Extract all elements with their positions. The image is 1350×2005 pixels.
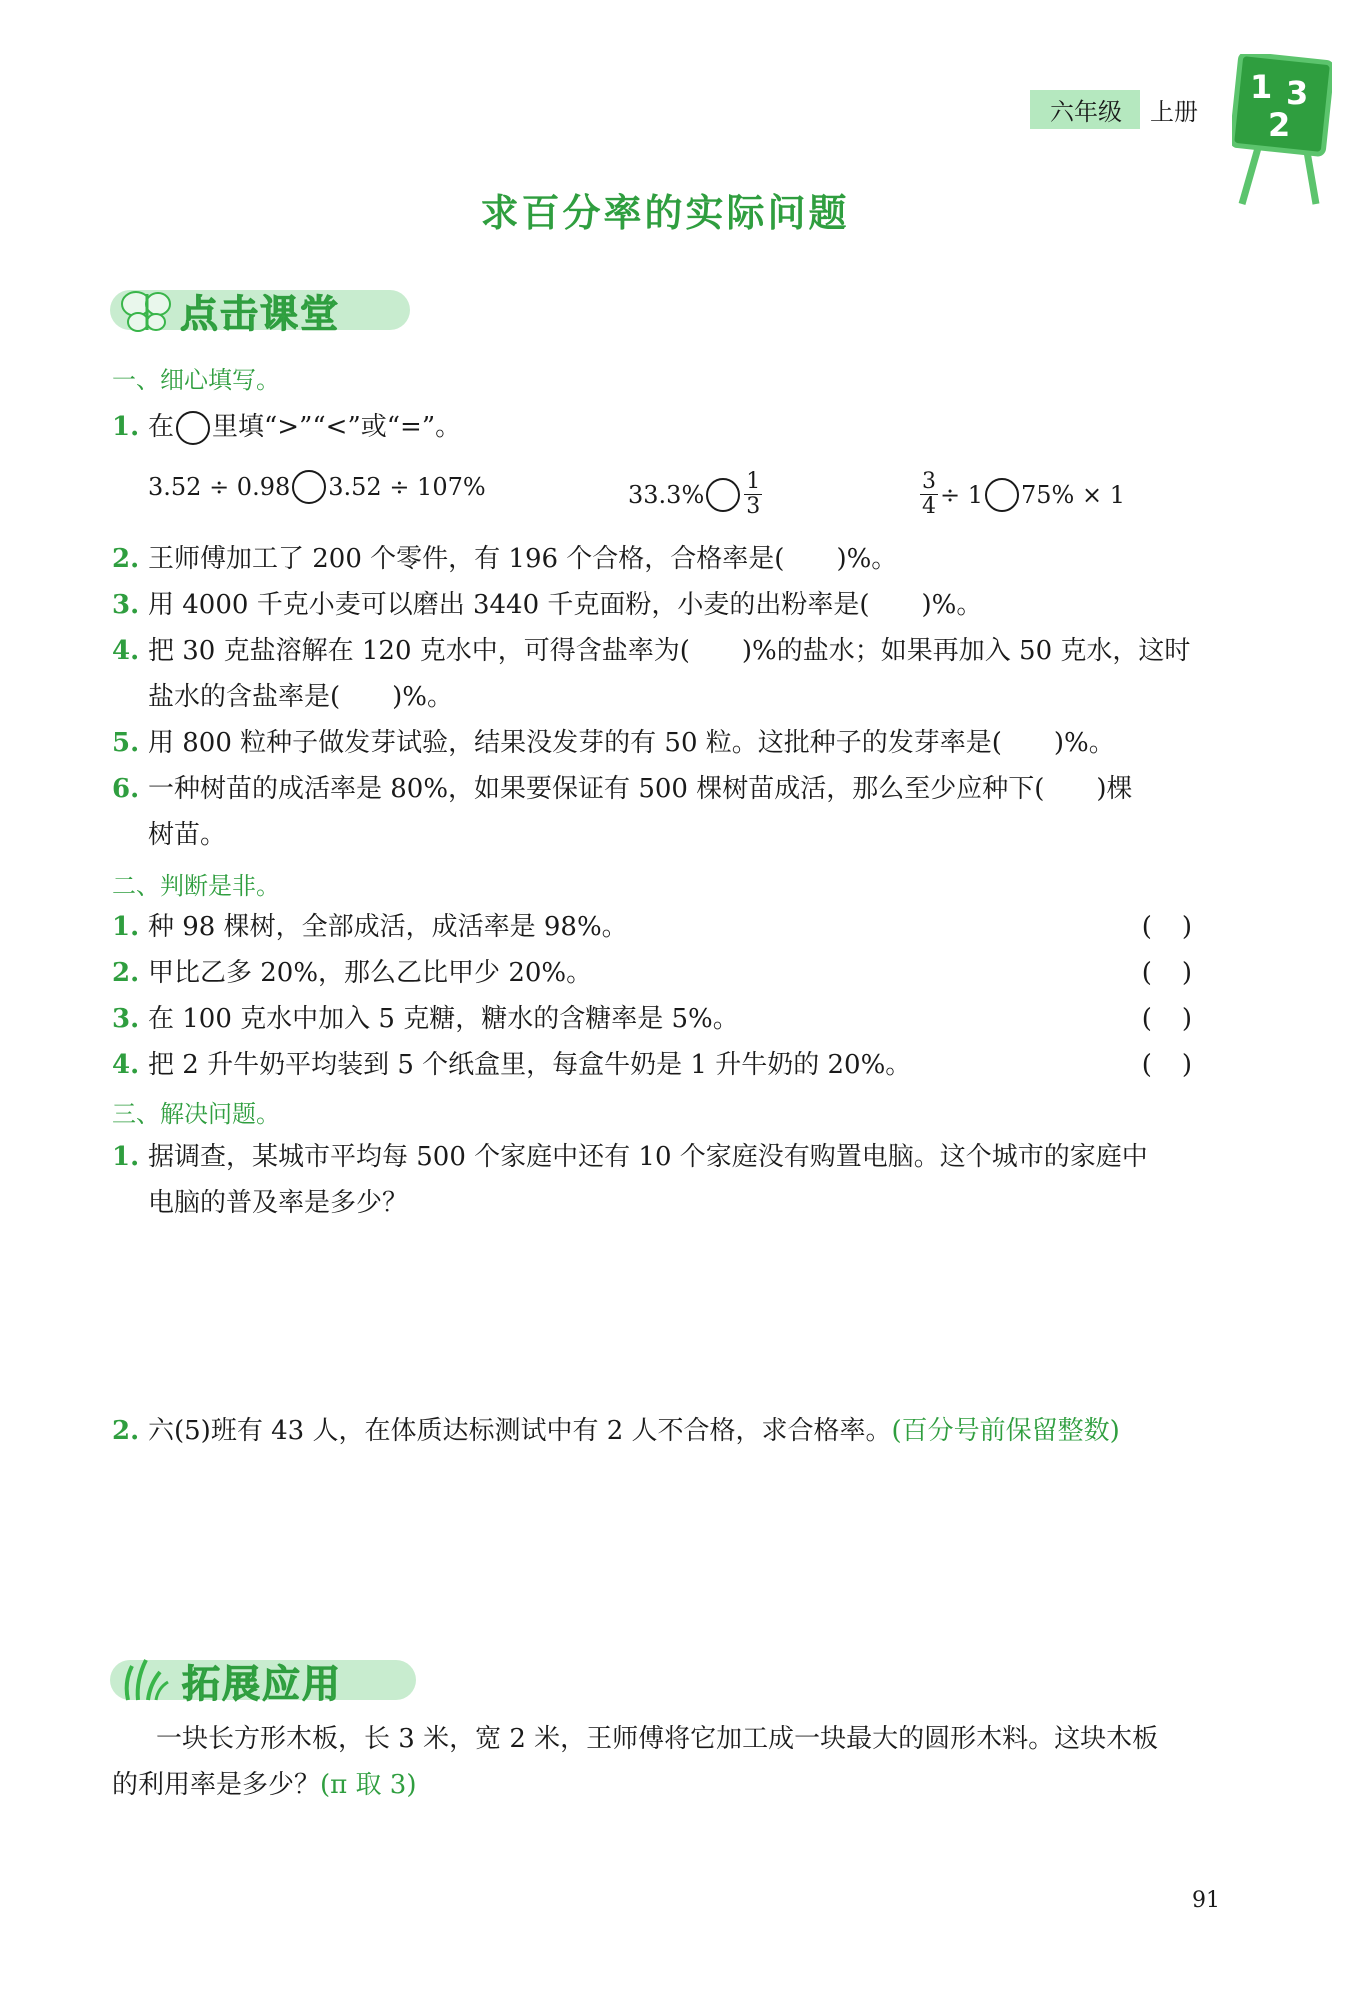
extension-hint: (π 取 3) [320, 1770, 417, 1800]
extension-text: 一块长方形木板，长 3 米，宽 2 米，王师傅将它加工成一块最大的圆形木料。这块木板 [156, 1724, 1159, 1754]
answer-circle [176, 411, 210, 445]
question-number: 4. [112, 636, 140, 666]
question-number: 1. [112, 412, 140, 442]
problem-hint: (百分号前保留整数) [891, 1416, 1120, 1446]
fraction-numerator: 1 [746, 469, 761, 494]
question-text: 一种树苗的成活率是 80%，如果要保证有 500 棵树苗成活，那么至少应种下( )棵 [148, 774, 1133, 804]
answer-parentheses: () [1141, 958, 1222, 988]
answer-parentheses: () [1141, 1050, 1222, 1080]
question-text: 种 98 棵树，全部成活，成活率是 98%。 [148, 912, 628, 942]
question-number: 5. [112, 728, 140, 758]
section-heading-judge: 二、判断是非。 [112, 872, 280, 900]
question-text-post: 里填“>”“<”或“=”。 [212, 412, 462, 442]
question-number: 1. [112, 1142, 140, 1172]
fraction-denominator: 4 [922, 494, 936, 519]
question-text: 用 4000 千克小麦可以磨出 3440 千克面粉，小麦的出粉率是( )%。 [148, 590, 983, 620]
fraction [920, 470, 938, 519]
comparison-left: 3.52 ÷ 0.98 [148, 473, 291, 501]
question-text: 把 30 克盐溶解在 120 克水中，可得含盐率为( )%的盐水；如果再加入 50 克水，这时 [148, 636, 1191, 666]
fraction [744, 470, 762, 519]
comparison-right: 3.52 ÷ 107% [328, 473, 486, 501]
answer-parentheses: () [1141, 912, 1222, 942]
question-text: 电脑的普及率是多少？ [148, 1188, 409, 1218]
question-number: 6. [112, 774, 140, 804]
extension-text-line2: 的利用率是多少？ [112, 1770, 321, 1800]
section-heading-fill: 一、细心填写。 [112, 366, 280, 394]
question-text: 在 100 克水中加入 5 克糖，糖水的含糖率是 5%。 [148, 1004, 739, 1034]
comparison-left: 33.3% [628, 480, 705, 509]
comparison-3 [918, 470, 1125, 519]
grade-tab [1030, 90, 1208, 128]
question-number: 2. [112, 544, 140, 574]
answer-circle [292, 470, 326, 504]
answer-circle [706, 478, 740, 512]
board-digit-1: 1 [1250, 68, 1273, 106]
butterfly-icon [110, 282, 180, 338]
question-number: 4. [112, 1050, 140, 1080]
extension-text [112, 1762, 1192, 1808]
grade-label: 六年级 [1030, 90, 1140, 129]
question-text [148, 404, 1228, 450]
page-number: 91 [1192, 1888, 1220, 1913]
board-digit-3: 3 [1286, 74, 1309, 112]
board-digit-2: 2 [1268, 106, 1291, 144]
question-number: 3. [112, 590, 140, 620]
question-text: 把 2 升牛奶平均装到 5 个纸盒里，每盒牛奶是 1 升牛奶的 20%。 [148, 1050, 912, 1080]
question-text: 盐水的含盐率是( )%。 [148, 682, 453, 712]
question-number: 3. [112, 1004, 140, 1034]
comparison-2 [628, 470, 764, 519]
question-text-pre: 在 [148, 412, 175, 442]
question-number: 1. [112, 912, 140, 942]
banner-title: 点击课堂 [180, 291, 341, 336]
comparison-1 [148, 470, 486, 504]
volume-label: 上册 [1150, 97, 1198, 126]
page-title: 求百分率的实际问题 [480, 191, 850, 235]
section-heading-solve: 三、解决问题。 [112, 1100, 280, 1128]
answer-circle [985, 478, 1019, 512]
question-text: 据调查，某城市平均每 500 个家庭中还有 10 个家庭没有购置电脑。这个城市的家庭中 [148, 1142, 1148, 1172]
comparison-right: 75% × 1 [1021, 480, 1125, 509]
grass-icon [110, 1652, 182, 1708]
comparison-middle: ÷ 1 [940, 480, 984, 509]
fraction-denominator: 3 [746, 494, 761, 519]
answer-parentheses: () [1141, 1004, 1222, 1034]
banner-extension [110, 1652, 342, 1708]
question-text: 王师傅加工了 200 个零件，有 196 个合格，合格率是( )%。 [148, 544, 898, 574]
question-text [148, 1408, 1228, 1454]
question-text: 甲比乙多 20%，那么乙比甲少 20%。 [148, 958, 593, 988]
fraction-numerator: 3 [922, 469, 936, 494]
problem-text: 六(5)班有 43 人，在体质达标测试中有 2 人不合格，求合格率。 [148, 1416, 892, 1446]
question-text: 树苗。 [148, 820, 227, 850]
banner-title: 拓展应用 [182, 1661, 343, 1706]
question-text: 用 800 粒种子做发芽试验，结果没发芽的有 50 粒。这批种子的发芽率是( )%。 [148, 728, 1115, 758]
question-number: 2. [112, 1416, 140, 1446]
banner-classroom [110, 282, 340, 338]
question-number: 2. [112, 958, 140, 988]
